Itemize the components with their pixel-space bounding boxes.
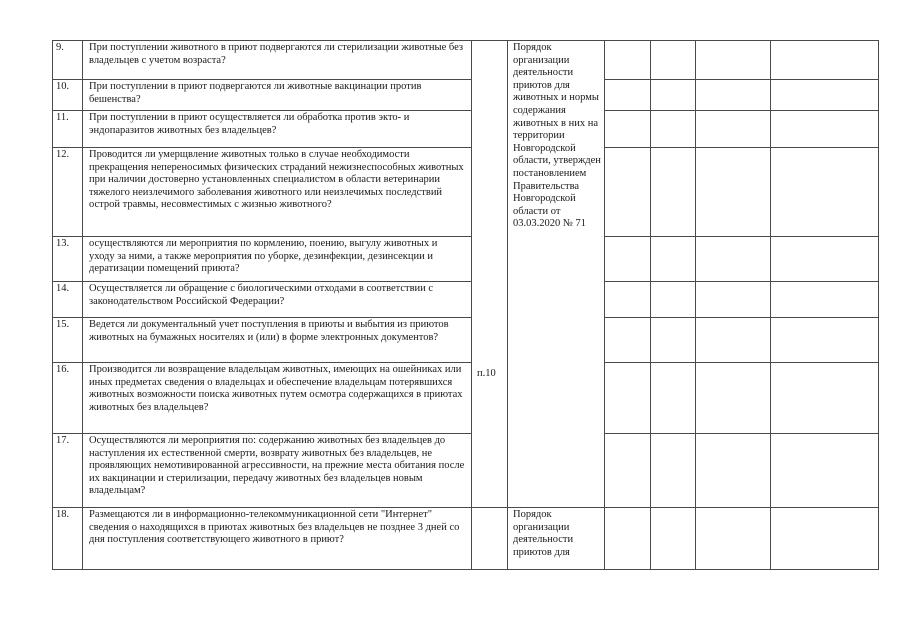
empty-cell <box>696 111 771 148</box>
empty-cell <box>651 318 696 363</box>
table-row <box>53 318 879 363</box>
empty-cell <box>651 282 696 318</box>
empty-cell <box>696 363 771 434</box>
empty-cell <box>696 434 771 508</box>
empty-cell <box>651 508 696 570</box>
question-text: Ведется ли документальный учет поступления в приюты и выбытия из приютов животных на бумажных носителях и (или) в форме электронных документов? <box>83 318 472 363</box>
question-text: осуществляются ли мероприятия по кормлению, поению, выгулу животных и уходу за ними, а также мероприятия по уборке, дезинфекции, дезинсекции и дератизации помещений приюта? <box>83 237 472 282</box>
question-text: При поступлении в приют подвергаются ли животные вакцинации против бешенства? <box>83 80 472 111</box>
legal-point-ref: п.10 <box>477 368 496 379</box>
table-row <box>53 434 879 508</box>
empty-cell <box>696 318 771 363</box>
empty-cell <box>651 148 696 237</box>
empty-cell <box>771 237 879 282</box>
empty-cell <box>771 434 879 508</box>
empty-cell <box>696 282 771 318</box>
empty-cell <box>696 148 771 237</box>
empty-cell <box>771 282 879 318</box>
row-number: 17. <box>53 434 83 508</box>
empty-cell <box>651 111 696 148</box>
row-number: 15. <box>53 318 83 363</box>
checklist-table <box>52 40 879 570</box>
empty-cell <box>696 41 771 80</box>
row-number: 18. <box>53 508 83 570</box>
question-text: Проводится ли умерщвление животных только в случае необходимости прекращения непереносимых физических страданий нежизнеспособных животных при наличии достоверно установленных специалистом в области ветеринарии тяжелого неизлечимого заболевания животного или неизлечимых последствий острой травмы, несовместимых с жизнью животного? <box>83 148 472 237</box>
empty-cell <box>696 508 771 570</box>
table-row <box>53 282 879 318</box>
empty-cell <box>771 363 879 434</box>
question-text: Размещаются ли в информационно-телекоммуникационной сети "Интернет" сведения о находящихся в приютах животных без владельцев не позднее 3 дней со дня поступления соответствующего животного в приют? <box>83 508 472 570</box>
empty-cell <box>696 80 771 111</box>
legal-reference: Порядок организации деятельности приютов для животных и нормы содержания животных в них на территории Новгородской области, утвержден постановлением Правительства Новгородской области от 03.03.2020 № 71 <box>508 41 605 508</box>
row-number: 13. <box>53 237 83 282</box>
empty-cell <box>605 363 651 434</box>
question-text: Осуществляются ли мероприятия по: содержанию животных без владельцев до наступления их естественной смерти, возврату животных без владельцев, не проявляющих немотивированной агрессивности, на прежние места обитания после их вакцинации и стерилизации, передачу животных без владельцев новым владельцам? <box>83 434 472 508</box>
row-number: 10. <box>53 80 83 111</box>
empty-cell <box>605 80 651 111</box>
empty-cell <box>651 237 696 282</box>
question-text: Осуществляется ли обращение с биологическими отходами в соответствии с законодательством Российской Федерации? <box>83 282 472 318</box>
empty-cell <box>605 41 651 80</box>
row-number: 9. <box>53 41 83 80</box>
empty-cell <box>771 508 879 570</box>
empty-cell <box>605 282 651 318</box>
legal-reference-continued: Порядок организации деятельности приютов для <box>508 508 605 570</box>
empty-cell <box>771 318 879 363</box>
table-row <box>53 237 879 282</box>
empty-cell <box>605 434 651 508</box>
legal-point-cell <box>472 41 508 508</box>
empty-cell <box>605 111 651 148</box>
empty-cell <box>605 318 651 363</box>
table-row <box>53 111 879 148</box>
row-number: 12. <box>53 148 83 237</box>
question-text: При поступлении в приют осуществляется ли обработка против экто- и эндопаразитов животных без владельцев? <box>83 111 472 148</box>
row-number: 14. <box>53 282 83 318</box>
empty-cell <box>771 80 879 111</box>
empty-cell <box>771 41 879 80</box>
empty-cell <box>651 41 696 80</box>
empty-cell <box>605 237 651 282</box>
table-row <box>53 363 879 434</box>
question-text: При поступлении животного в приют подвергаются ли стерилизации животные без владельцев с учетом возраста? <box>83 41 472 80</box>
empty-cell <box>771 111 879 148</box>
table-row <box>53 41 879 80</box>
empty-cell <box>651 363 696 434</box>
checklist-page <box>52 40 879 570</box>
empty-cell <box>651 434 696 508</box>
empty-cell <box>605 148 651 237</box>
empty-cell <box>605 508 651 570</box>
question-text: Производится ли возвращение владельцам животных, имеющих на ошейниках или иных предметах сведения о владельцах и обеспечение владельцам потерявшихся животных возможности поиска животных путем осмотра содержащихся в приютах животных без владельцев? <box>83 363 472 434</box>
empty-cell <box>651 80 696 111</box>
table-row <box>53 148 879 237</box>
empty-cell <box>771 148 879 237</box>
row-number: 16. <box>53 363 83 434</box>
table-row <box>53 508 879 570</box>
empty-cell <box>696 237 771 282</box>
row-number: 11. <box>53 111 83 148</box>
table-row <box>53 80 879 111</box>
empty-cell <box>472 508 508 570</box>
